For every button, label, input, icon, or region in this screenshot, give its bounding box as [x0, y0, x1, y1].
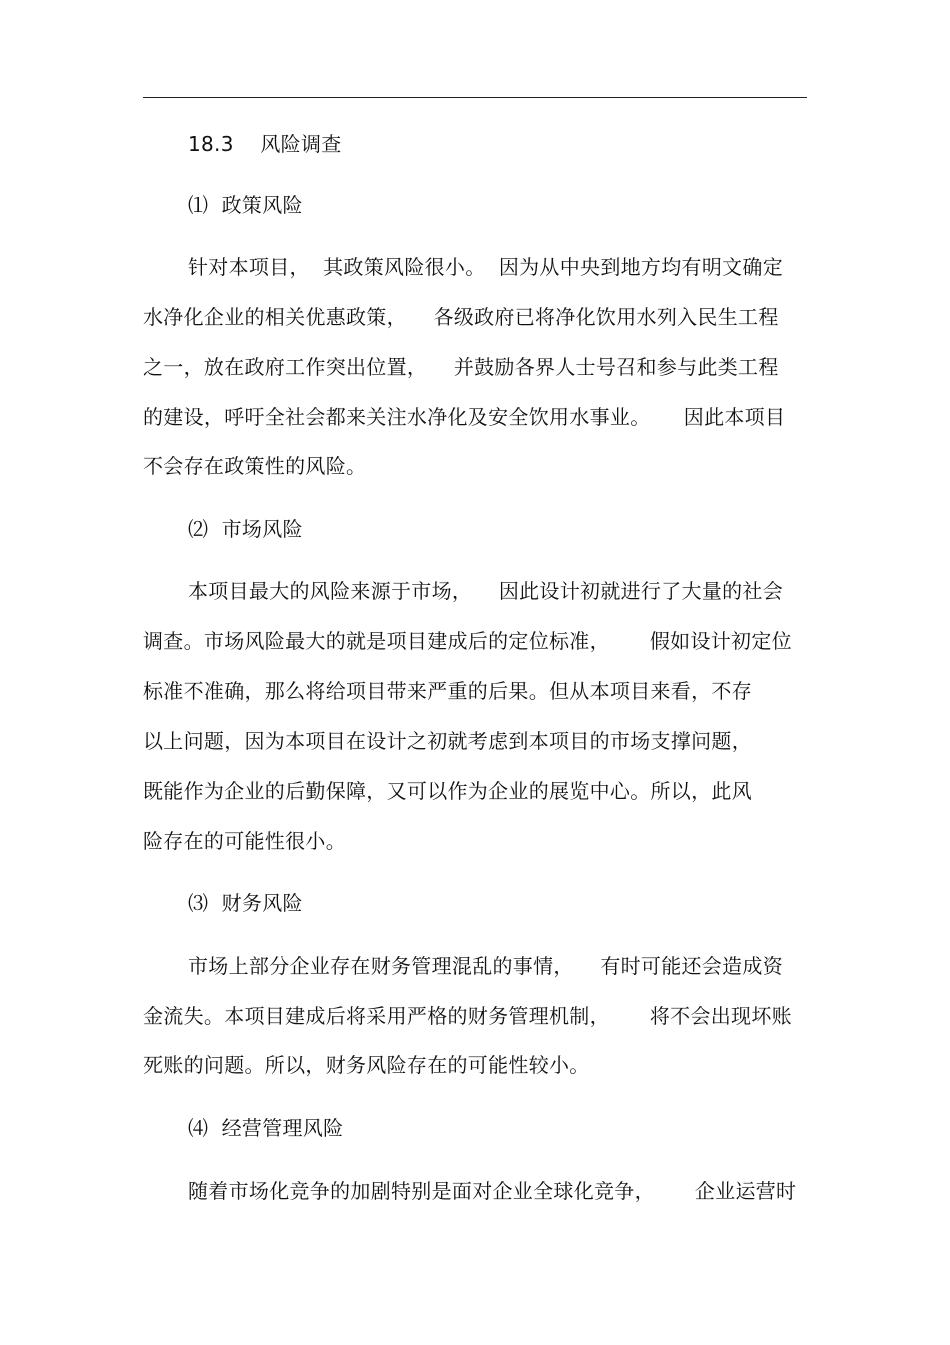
subsection-heading-operations: ⑷ 经营管理风险 — [188, 1116, 344, 1140]
paragraph-line: 之一，放在政府工作突出位置， 并鼓励各界人士号召和参与此类工程 — [143, 355, 779, 379]
paragraph-line: 不会存在政策性的风险。 — [143, 454, 367, 478]
paragraph-line: 针对本项目， 其政策风险很小。 因为从中央到地方均有明文确定 — [188, 255, 784, 279]
paragraph-line: 金流失。本项目建成后将采用严格的财务管理机制， 将不会出现坏账 — [143, 1004, 792, 1028]
paragraph-line: 随着市场化竞争的加剧特别是面对企业全球化竞争， 企业运营时 — [188, 1179, 797, 1203]
subsection-heading-market: ⑵ 市场风险 — [188, 517, 303, 541]
header-rule — [143, 97, 807, 98]
paragraph-line: 险存在的可能性很小。 — [143, 829, 346, 853]
subsection-heading-finance: ⑶ 财务风险 — [188, 891, 303, 915]
paragraph-line: 以上问题，因为本项目在设计之初就考虑到本项目的市场支撑问题， — [143, 729, 752, 753]
paragraph-line: 市场上部分企业存在财务管理混乱的事情， 有时可能还会造成资 — [188, 954, 784, 978]
paragraph-line: 本项目最大的风险来源于市场， 因此设计初就进行了大量的社会 — [188, 579, 784, 603]
paragraph-line: 标准不准确，那么将给项目带来严重的后果。但从本项目来看，不存 — [143, 679, 752, 703]
subsection-heading-policy: ⑴ 政策风险 — [188, 193, 303, 217]
paragraph-line: 既能作为企业的后勤保障，又可以作为企业的展览中心。所以，此风 — [143, 779, 752, 803]
paragraph-line: 调查。市场风险最大的就是项目建成后的定位标准， 假如设计初定位 — [143, 629, 792, 653]
paragraph-line: 的建设，呼吁全社会都来关注水净化及安全饮用水事业。 因此本项目 — [143, 405, 786, 429]
section-title: 18.3 风险调查 — [188, 132, 342, 156]
paragraph-line: 死账的问题。所以，财务风险存在的可能性较小。 — [143, 1053, 590, 1077]
paragraph-line: 水净化企业的相关优惠政策， 各级政府已将净化饮用水列入民生工程 — [143, 305, 779, 329]
